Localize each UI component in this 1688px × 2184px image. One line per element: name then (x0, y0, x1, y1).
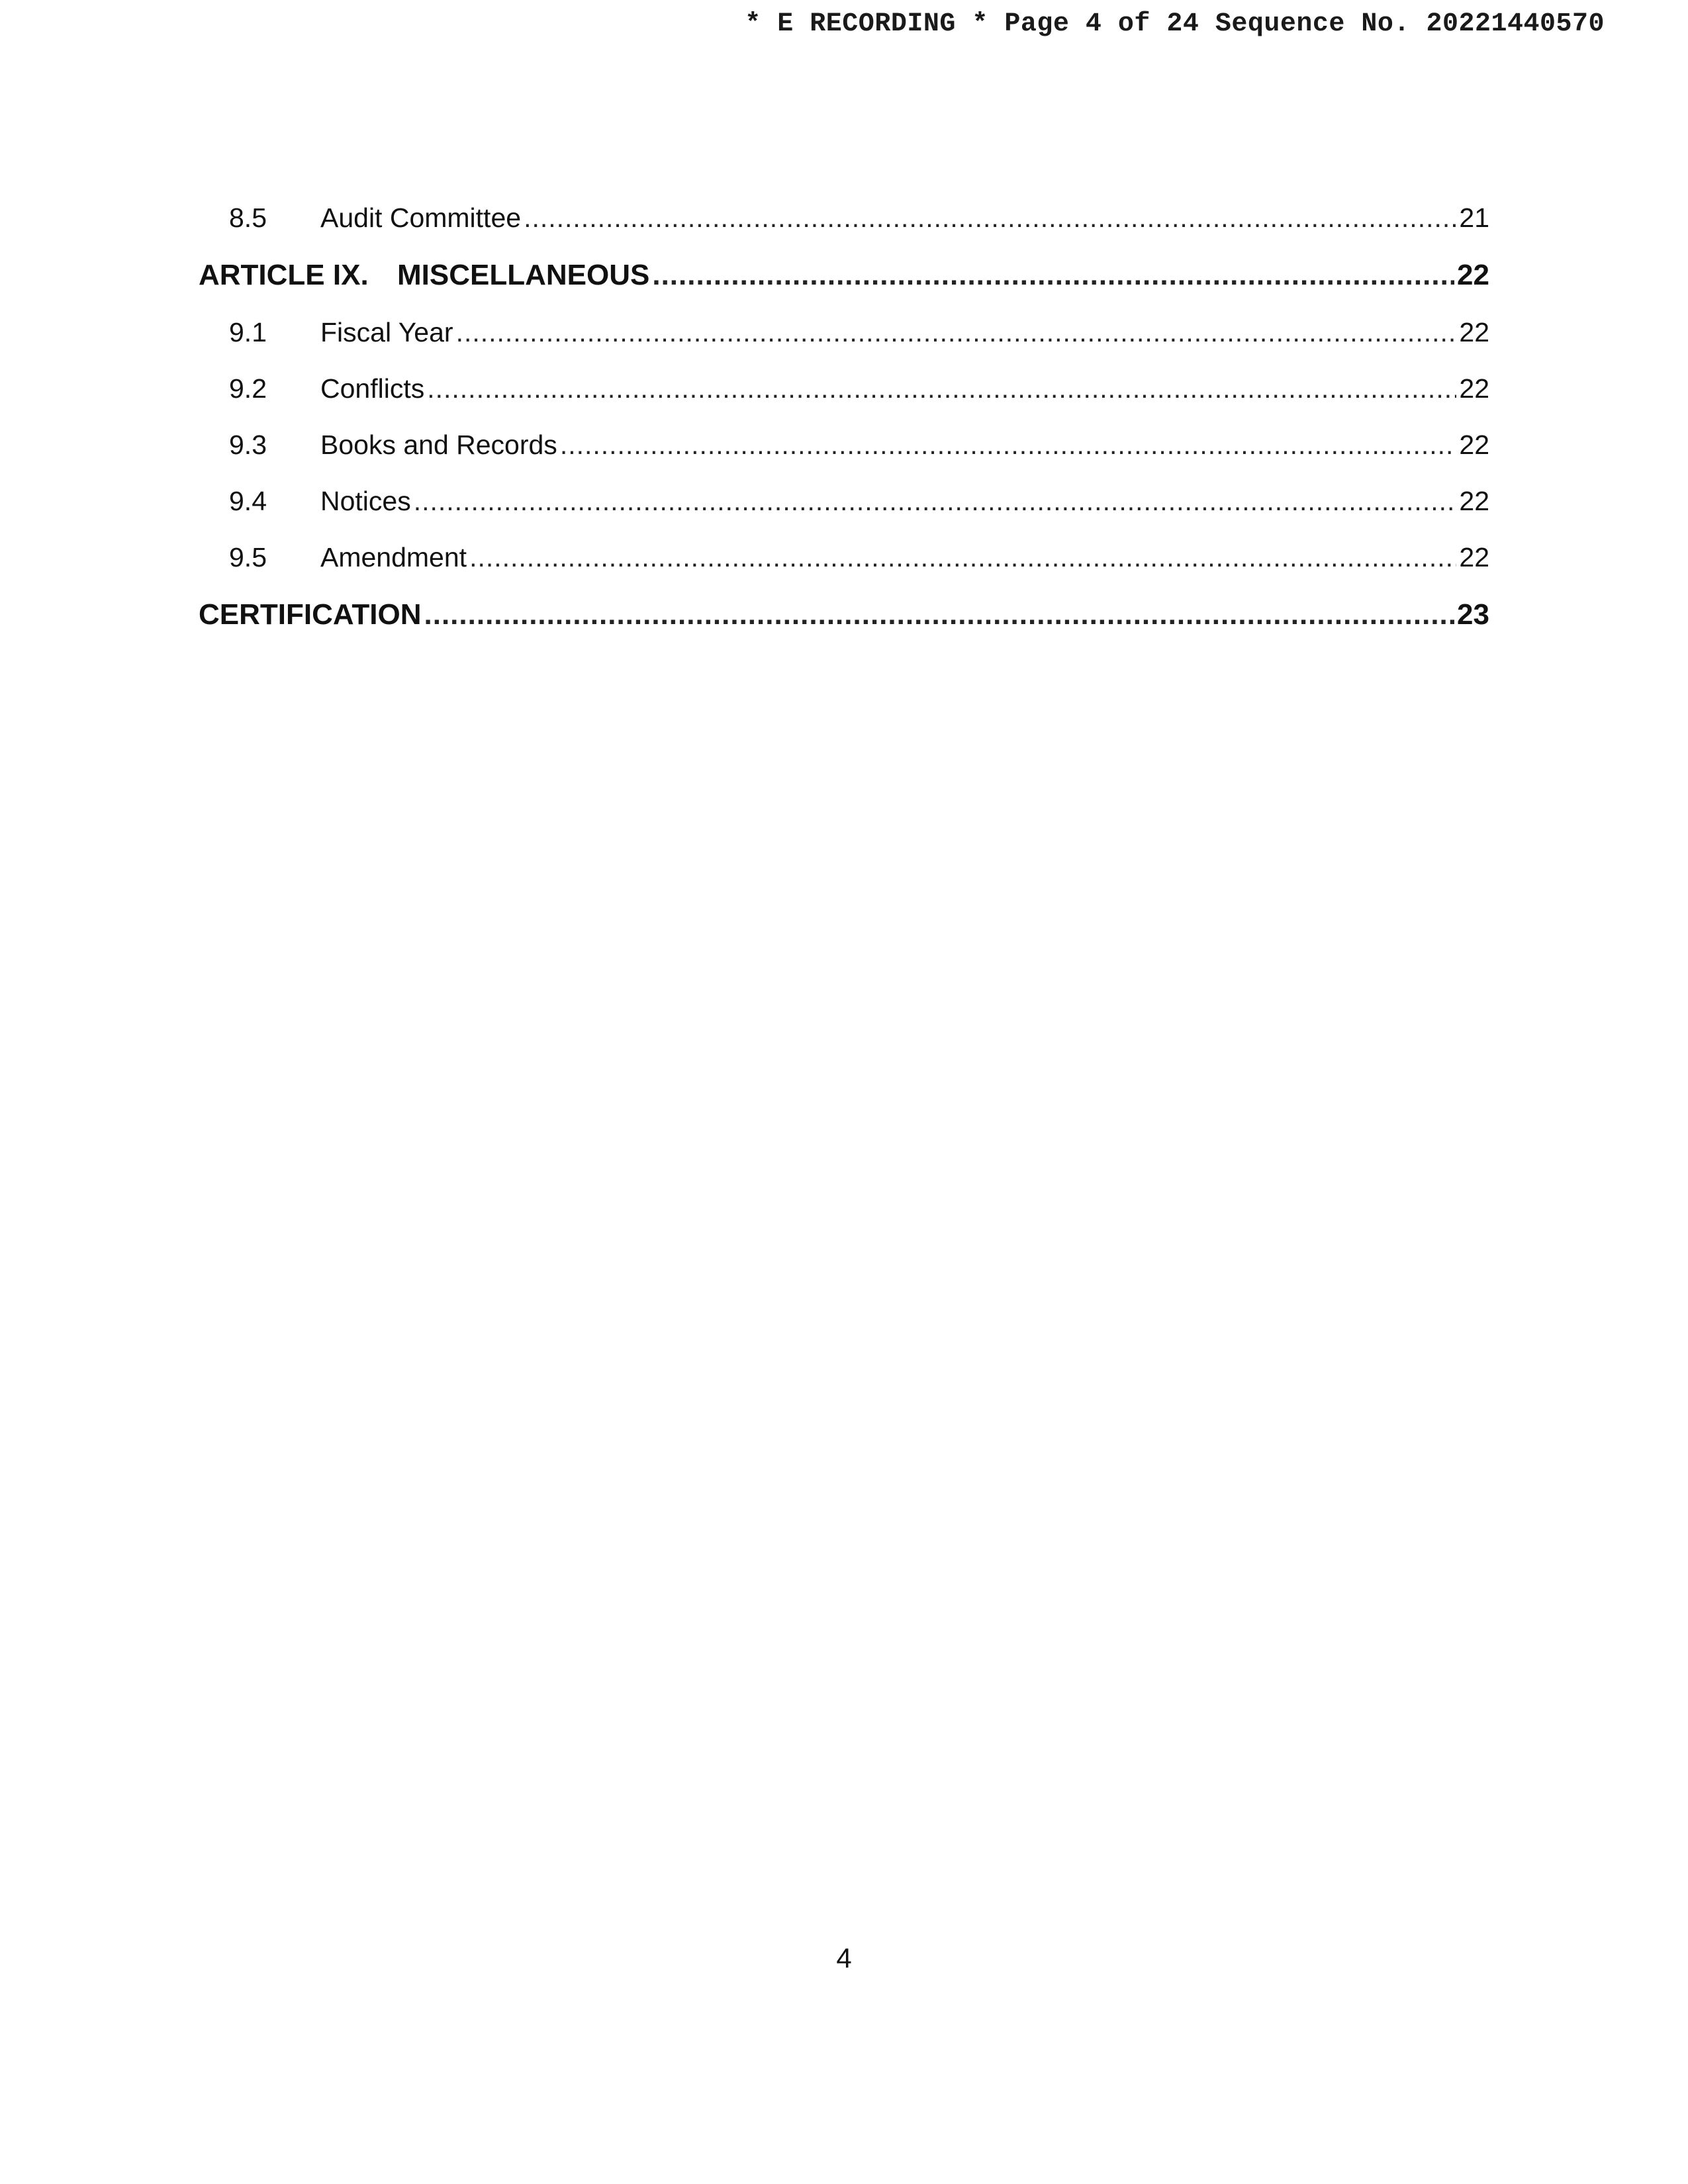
dot-leader (424, 598, 1455, 631)
toc-article-title: MISCELLANEOUS (397, 259, 650, 291)
dot-leader (524, 203, 1456, 234)
table-of-contents (199, 203, 1489, 657)
toc-entry-number: 9.3 (229, 430, 267, 460)
toc-entry-page: 22 (1459, 317, 1489, 347)
toc-entry (199, 430, 1489, 486)
toc-article-page: 22 (1457, 259, 1489, 291)
toc-entry-page: 21 (1459, 203, 1489, 233)
dot-leader (414, 486, 1457, 517)
toc-article-entry (199, 259, 1489, 317)
dot-leader (469, 542, 1456, 573)
toc-entry-title: Conflicts (320, 373, 425, 404)
dot-leader (560, 430, 1457, 461)
dot-leader (456, 317, 1457, 348)
toc-entry-title: Fiscal Year (320, 317, 453, 347)
toc-entry-number: 9.5 (229, 542, 267, 572)
toc-entry-page: 22 (1459, 430, 1489, 460)
toc-entry-title: Books and Records (320, 430, 557, 460)
toc-entry-number: 9.1 (229, 317, 267, 347)
toc-entry (199, 486, 1489, 542)
toc-certification-page: 23 (1457, 598, 1489, 631)
toc-entry-page: 22 (1459, 486, 1489, 516)
toc-entry (199, 373, 1489, 430)
dot-leader (652, 259, 1454, 292)
toc-entry-title: Notices (320, 486, 411, 516)
toc-article-number: ARTICLE IX. (199, 259, 369, 291)
toc-entry (199, 542, 1489, 598)
dot-leader (427, 373, 1456, 404)
toc-entry-number: 9.4 (229, 486, 267, 516)
toc-entry-title: Amendment (320, 542, 467, 572)
toc-entry-page: 22 (1459, 373, 1489, 404)
toc-entry-title: Audit Committee (320, 203, 522, 233)
toc-entry-number: 8.5 (229, 203, 267, 233)
e-recording-stamp: * E RECORDING * Page 4 of 24 Sequence No. 20221440570 (745, 9, 1605, 39)
toc-entry (199, 317, 1489, 373)
toc-certification-title: CERTIFICATION (199, 598, 422, 631)
toc-entry (199, 203, 1489, 259)
page-number: 4 (836, 1942, 852, 1974)
toc-entry-page: 22 (1459, 542, 1489, 572)
toc-certification-entry (199, 598, 1489, 657)
toc-entry-number: 9.2 (229, 373, 267, 404)
